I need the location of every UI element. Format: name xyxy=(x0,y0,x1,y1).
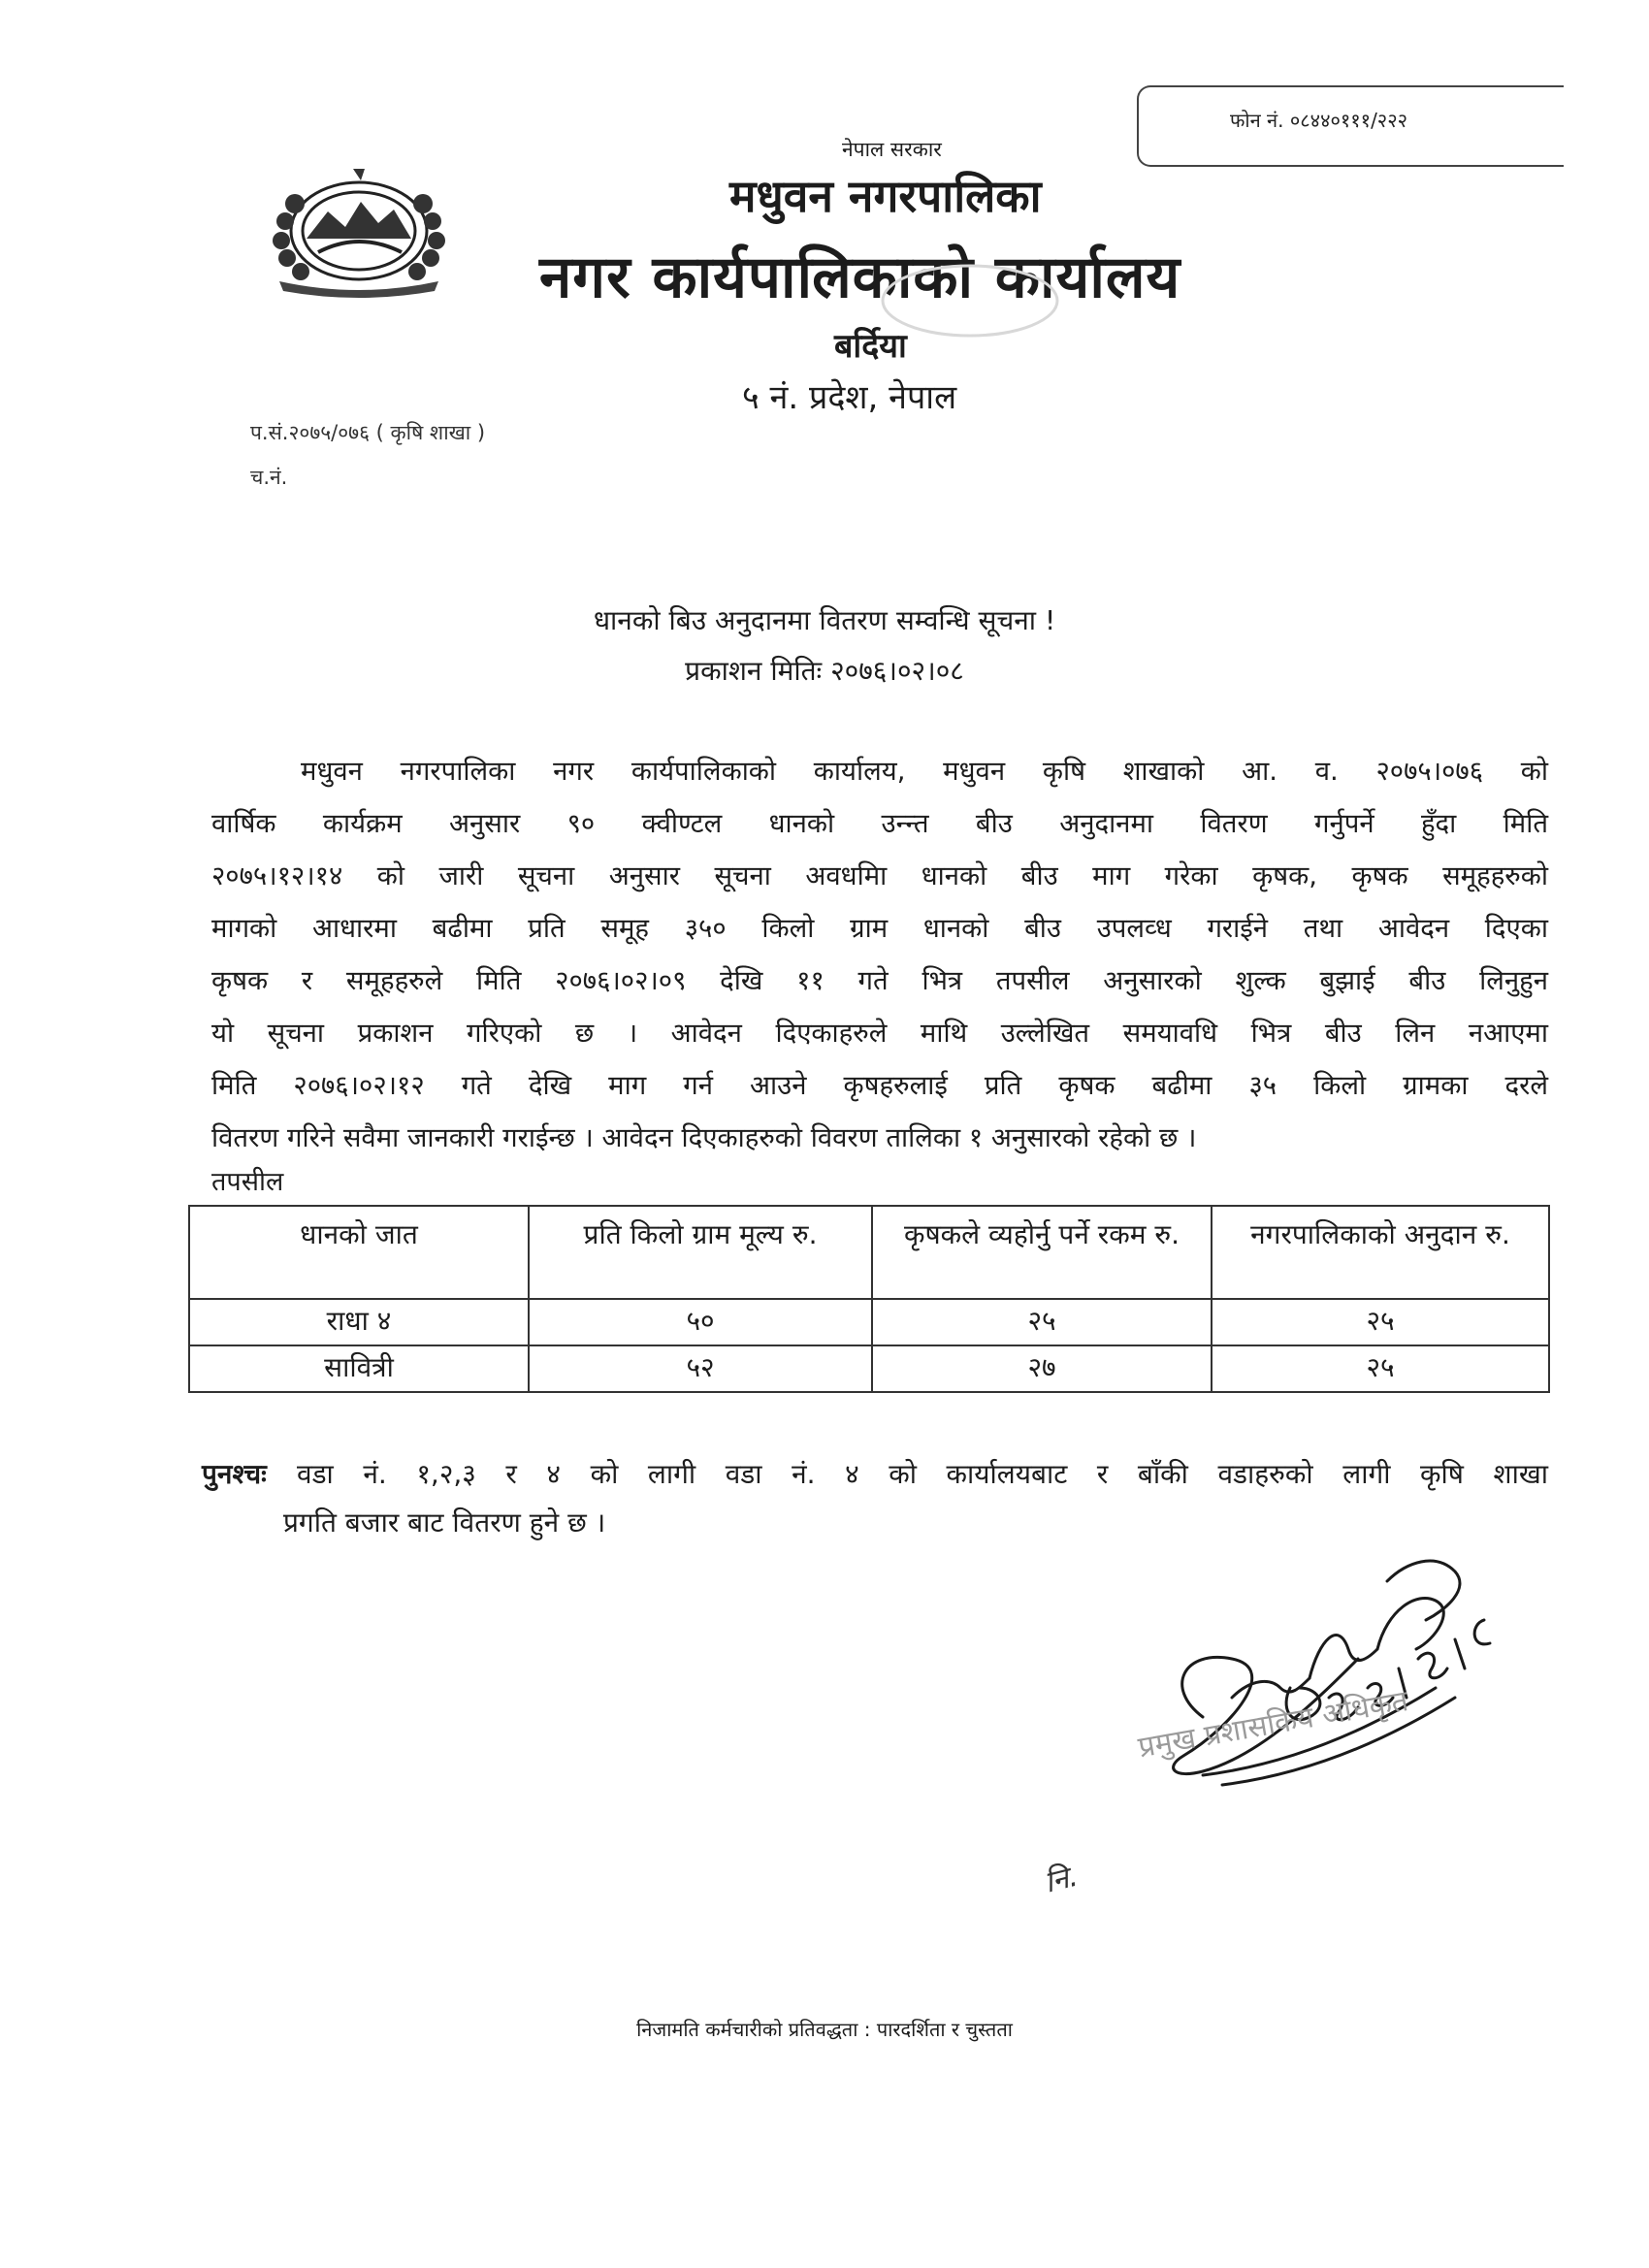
body-line: मधुवन नगरपालिका नगर कार्यपालिकाको कार्यालय, मधुवन कृषि शाखाको आ. व. २०७५।०७६ को xyxy=(301,756,1548,787)
body-line: वार्षिक कार्यक्रम अनुसार ९० क्वीण्टल धानको उन्न्त बीउ अनुदानमा वितरण गर्नुपर्ने हुँदा मिति xyxy=(211,808,1548,839)
table-cell: २५ xyxy=(1212,1345,1549,1392)
handwritten-signature xyxy=(1145,1542,1552,1833)
dispatch-number: च.नं. xyxy=(250,466,288,489)
table-cell: २७ xyxy=(872,1345,1212,1392)
postscript-label: पुनश्चः xyxy=(202,1458,267,1490)
province-name: ५ नं. प्रदेश, नेपाल xyxy=(742,378,957,417)
government-label: नेपाल सरकार xyxy=(842,138,942,161)
table-cell: राधा ४ xyxy=(189,1299,529,1345)
signatory-prefix: नि. xyxy=(1041,1859,1082,1900)
table-cell: ५२ xyxy=(529,1345,872,1392)
table-cell: २५ xyxy=(1212,1299,1549,1345)
body-line: यो सूचना प्रकाशन गरिएको छ । आवेदन दिएकाहरुले माथि उल्लेखित समयावधि भित्र बीउ लिन नआएमा xyxy=(211,1018,1548,1049)
table-row xyxy=(189,1299,1549,1345)
publication-date: प्रकाशन मितिः २०७६।०२।०८ xyxy=(685,655,964,687)
signatory-title: प्रमुख प्रशासकिय अधिकृत xyxy=(1135,1684,1411,1766)
body-line: मागको आधारमा बढीमा प्रति समूह ३५० किलो ग्राम धानको बीउ उपलव्ध गराईने तथा आवेदन दिएका xyxy=(211,913,1548,944)
table-cell: ५० xyxy=(529,1299,872,1345)
body-line: वितरण गरिने सवैमा जानकारी गराईन्छ । आवेदन दिएकाहरुको विवरण तालिका १ अनुसारको रहेको छ । xyxy=(211,1122,1197,1153)
nepal-emblem-icon xyxy=(260,163,458,299)
schedule-label: तपसील xyxy=(211,1167,284,1197)
stamp-ghost-icon xyxy=(873,262,1067,388)
table-cell: २५ xyxy=(872,1299,1212,1345)
column-header-variety: धानको जात xyxy=(189,1206,529,1299)
notice-title: धानको बिउ अनुदानमा वितरण सम्वन्धि सूचना ! xyxy=(593,604,1056,636)
postscript-line: प्रगति बजार बाट वितरण हुने छ । xyxy=(283,1507,606,1539)
letter-reference-number: प.सं.२०७५/०७६ ( कृषि शाखा ) xyxy=(250,421,486,444)
column-header-price-per-kg: प्रति किलो ग्राम मूल्य रु. xyxy=(529,1206,872,1299)
body-line: कृषक र समूहहरुले मिति २०७६।०२।०९ देखि ११ गते भित्र तपसील अनुसारको शुल्क बुझाई बीउ लिनुहुन xyxy=(211,965,1548,996)
column-header-farmer-share: कृषकले व्यहोर्नु पर्ने रकम रु. xyxy=(872,1206,1212,1299)
district-name: बर्दिया xyxy=(834,327,907,366)
seed-rate-table xyxy=(188,1205,1550,1393)
column-header-municipal-subsidy: नगरपालिकाको अनुदान रु. xyxy=(1212,1206,1549,1299)
office-name: नगर कार्यपालिकाको कार्यालय xyxy=(539,243,1181,311)
phone-number: फोन नं. ०८४४०१११/२२२ xyxy=(1230,109,1408,132)
body-line: २०७५।१२।१४ को जारी सूचना अनुसार सूचना अवधमिा धानको बीउ माग गरेका कृषक, कृषक समूहहरुको xyxy=(211,860,1548,891)
body-line: मिति २०७६।०२।१२ गते देखि माग गर्न आउने कृषहरुलाई प्रति कृषक बढीमा ३५ किलो ग्रामका दरले xyxy=(211,1070,1548,1101)
footer-motto: निजामति कर्मचारीको प्रतिवद्धता : पारदर्शिता र चुस्तता xyxy=(636,2018,1013,2041)
table-row xyxy=(189,1345,1549,1392)
table-header-row xyxy=(189,1206,1549,1299)
municipality-name: मधुवन नगरपालिका xyxy=(729,170,1042,222)
table-cell: सावित्री xyxy=(189,1345,529,1392)
postscript-line: वडा नं. १,२,३ र ४ को लागी वडा नं. ४ को कार्यालयबाट र बाँकी वडाहरुको लागी कृषि शाखा xyxy=(297,1458,1548,1490)
